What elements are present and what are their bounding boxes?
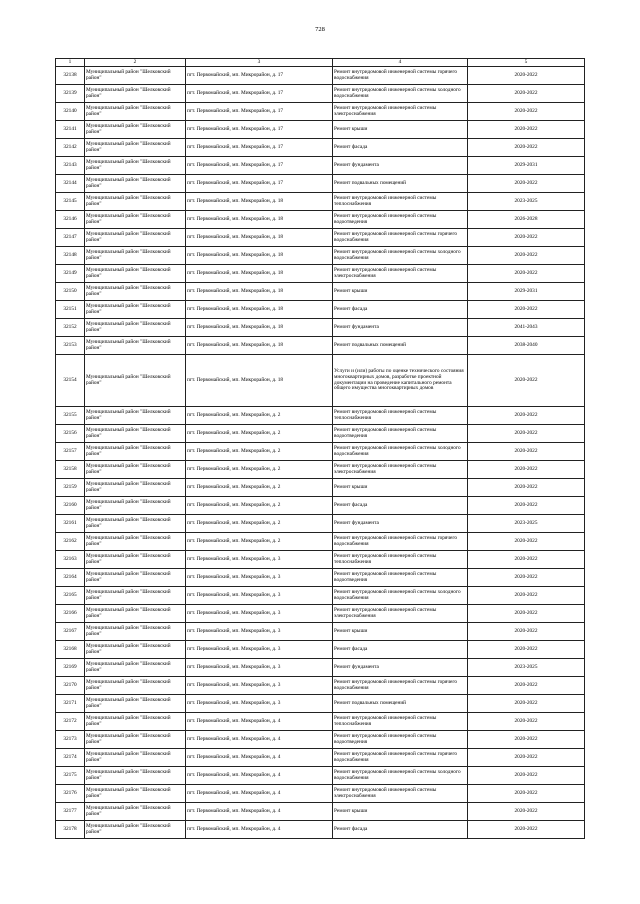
work-type-cell: Ремонт внутридомовой инженерной системы горячего водоснабжения — [333, 533, 468, 551]
work-type-cell: Ремонт внутридомовой инженерной системы горячего водоснабжения — [333, 229, 468, 247]
row-number-cell: 32141 — [56, 121, 85, 139]
district-cell: Муниципальный район "Шелковский район" — [85, 443, 186, 461]
period-cell: 2020-2022 — [468, 785, 585, 803]
district-cell: Муниципальный район "Шелковский район" — [85, 749, 186, 767]
work-type-cell: Ремонт подвальных помещений — [333, 175, 468, 193]
table-row — [56, 569, 585, 587]
period-cell: 2029-2031 — [468, 283, 585, 301]
row-number-cell: 32172 — [56, 713, 85, 731]
row-number-cell: 32173 — [56, 731, 85, 749]
column-header-4: 4 — [333, 59, 468, 67]
district-cell: Муниципальный район "Шелковский район" — [85, 623, 186, 641]
work-type-cell: Ремонт фасада — [333, 139, 468, 157]
district-cell: Муниципальный район "Шелковский район" — [85, 319, 186, 337]
district-cell: Муниципальный район "Шелковский район" — [85, 785, 186, 803]
district-cell: Муниципальный район "Шелковский район" — [85, 337, 186, 355]
address-cell: пгт. Первомайский, мп. Микрорайон, д. 17 — [186, 175, 333, 193]
period-cell: 2020-2022 — [468, 551, 585, 569]
work-type-cell: Ремонт крыши — [333, 803, 468, 821]
address-cell: пгт. Первомайский, мп. Микрорайон, д. 17 — [186, 103, 333, 121]
row-number-cell: 32161 — [56, 515, 85, 533]
work-type-cell: Ремонт внутридомовой инженерной системы электроснабжения — [333, 785, 468, 803]
column-number-header-row — [56, 59, 585, 67]
period-cell: 2020-2022 — [468, 713, 585, 731]
district-cell: Муниципальный район "Шелковский район" — [85, 569, 186, 587]
address-cell: пгт. Первомайский, мп. Микрорайон, д. 17 — [186, 157, 333, 175]
work-type-cell: Ремонт фасада — [333, 497, 468, 515]
table-row — [56, 767, 585, 785]
row-number-cell: 32151 — [56, 301, 85, 319]
period-cell: 2020-2022 — [468, 749, 585, 767]
address-cell: пгт. Первомайский, мп. Микрорайон, д. 18 — [186, 247, 333, 265]
work-type-cell: Ремонт внутридомовой инженерной системы электроснабжения — [333, 461, 468, 479]
address-cell: пгт. Первомайский, мп. Микрорайон, д. 18 — [186, 301, 333, 319]
period-cell: 2023-2025 — [468, 193, 585, 211]
row-number-cell: 32147 — [56, 229, 85, 247]
row-number-cell: 32139 — [56, 85, 85, 103]
period-cell: 2020-2022 — [468, 355, 585, 407]
address-cell: пгт. Первомайский, мп. Микрорайон, д. 3 — [186, 623, 333, 641]
address-cell: пгт. Первомайский, мп. Микрорайон, д. 4 — [186, 803, 333, 821]
row-number-cell: 32177 — [56, 803, 85, 821]
row-number-cell: 32143 — [56, 157, 85, 175]
period-cell: 2020-2022 — [468, 497, 585, 515]
row-number-cell: 32158 — [56, 461, 85, 479]
district-cell: Муниципальный район "Шелковский район" — [85, 229, 186, 247]
address-cell: пгт. Первомайский, мп. Микрорайон, д. 17 — [186, 121, 333, 139]
district-cell: Муниципальный район "Шелковский район" — [85, 425, 186, 443]
district-cell: Муниципальный район "Шелковский район" — [85, 605, 186, 623]
row-number-cell: 32174 — [56, 749, 85, 767]
row-number-cell: 32159 — [56, 479, 85, 497]
table-row — [56, 157, 585, 175]
row-number-cell: 32162 — [56, 533, 85, 551]
address-cell: пгт. Первомайский, мп. Микрорайон, д. 2 — [186, 407, 333, 425]
work-type-cell: Ремонт фасада — [333, 641, 468, 659]
period-cell: 2038-2040 — [468, 337, 585, 355]
address-cell: пгт. Первомайский, мп. Микрорайон, д. 18 — [186, 355, 333, 407]
row-number-cell: 32155 — [56, 407, 85, 425]
table-row — [56, 337, 585, 355]
address-cell: пгт. Первомайский, мп. Микрорайон, д. 2 — [186, 497, 333, 515]
district-cell: Муниципальный район "Шелковский район" — [85, 479, 186, 497]
row-number-cell: 32167 — [56, 623, 85, 641]
table-row — [56, 283, 585, 301]
column-header-5: 5 — [468, 59, 585, 67]
table-row — [56, 659, 585, 677]
address-cell: пгт. Первомайский, мп. Микрорайон, д. 4 — [186, 713, 333, 731]
table-row — [56, 497, 585, 515]
address-cell: пгт. Первомайский, мп. Микрорайон, д. 17 — [186, 67, 333, 85]
address-cell: пгт. Первомайский, мп. Микрорайон, д. 18 — [186, 211, 333, 229]
address-cell: пгт. Первомайский, мп. Микрорайон, д. 2 — [186, 515, 333, 533]
district-cell: Муниципальный район "Шелковский район" — [85, 103, 186, 121]
row-number-cell: 32140 — [56, 103, 85, 121]
period-cell: 2020-2022 — [468, 103, 585, 121]
row-number-cell: 32168 — [56, 641, 85, 659]
row-number-cell: 32160 — [56, 497, 85, 515]
row-number-cell: 32138 — [56, 67, 85, 85]
period-cell: 2020-2022 — [468, 121, 585, 139]
table-row — [56, 641, 585, 659]
address-cell: пгт. Первомайский, мп. Микрорайон, д. 17 — [186, 139, 333, 157]
address-cell: пгт. Первомайский, мп. Микрорайон, д. 3 — [186, 587, 333, 605]
table-row — [56, 713, 585, 731]
address-cell: пгт. Первомайский, мп. Микрорайон, д. 17 — [186, 85, 333, 103]
period-cell: 2020-2022 — [468, 265, 585, 283]
table-row — [56, 121, 585, 139]
table-row — [56, 425, 585, 443]
district-cell: Муниципальный район "Шелковский район" — [85, 157, 186, 175]
work-type-cell: Ремонт внутридомовой инженерной системы электроснабжения — [333, 605, 468, 623]
period-cell: 2020-2022 — [468, 139, 585, 157]
district-cell: Муниципальный район "Шелковский район" — [85, 211, 186, 229]
column-header-1: 1 — [56, 59, 85, 67]
address-cell: пгт. Первомайский, мп. Микрорайон, д. 18 — [186, 265, 333, 283]
district-cell: Муниципальный район "Шелковский район" — [85, 767, 186, 785]
address-cell: пгт. Первомайский, мп. Микрорайон, д. 3 — [186, 605, 333, 623]
address-cell: пгт. Первомайский, мп. Микрорайон, д. 18 — [186, 283, 333, 301]
work-type-cell: Ремонт внутридомовой инженерной системы холодного водоснабжения — [333, 247, 468, 265]
table-row — [56, 479, 585, 497]
district-cell: Муниципальный район "Шелковский район" — [85, 283, 186, 301]
work-type-cell: Ремонт фундамента — [333, 659, 468, 677]
work-type-cell: Ремонт внутридомовой инженерной системы горячего водоснабжения — [333, 677, 468, 695]
table-row — [56, 407, 585, 425]
address-cell: пгт. Первомайский, мп. Микрорайон, д. 2 — [186, 425, 333, 443]
row-number-cell: 32142 — [56, 139, 85, 157]
row-number-cell: 32175 — [56, 767, 85, 785]
district-cell: Муниципальный район "Шелковский район" — [85, 355, 186, 407]
table-row — [56, 229, 585, 247]
period-cell: 2020-2022 — [468, 85, 585, 103]
table-row — [56, 821, 585, 839]
period-cell: 2020-2022 — [468, 821, 585, 839]
table-body — [56, 67, 585, 839]
period-cell: 2020-2022 — [468, 67, 585, 85]
period-cell: 2041-2043 — [468, 319, 585, 337]
work-type-cell: Ремонт внутридомовой инженерной системы водоотведения — [333, 211, 468, 229]
district-cell: Муниципальный район "Шелковский район" — [85, 461, 186, 479]
period-cell: 2020-2022 — [468, 677, 585, 695]
district-cell: Муниципальный район "Шелковский район" — [85, 659, 186, 677]
work-type-cell: Ремонт крыши — [333, 121, 468, 139]
period-cell: 2020-2022 — [468, 587, 585, 605]
table-row — [56, 587, 585, 605]
table-row — [56, 247, 585, 265]
address-cell: пгт. Первомайский, мп. Микрорайон, д. 4 — [186, 785, 333, 803]
work-type-cell: Ремонт внутридомовой инженерной системы холодного водоснабжения — [333, 85, 468, 103]
period-cell: 2023-2025 — [468, 659, 585, 677]
district-cell: Муниципальный район "Шелковский район" — [85, 551, 186, 569]
work-type-cell: Ремонт внутридомовой инженерной системы водоотведения — [333, 731, 468, 749]
row-number-cell: 32165 — [56, 587, 85, 605]
row-number-cell: 32152 — [56, 319, 85, 337]
district-cell: Муниципальный район "Шелковский район" — [85, 85, 186, 103]
table-row — [56, 355, 585, 407]
table-row — [56, 551, 585, 569]
work-type-cell: Ремонт крыши — [333, 623, 468, 641]
period-cell: 2026-2028 — [468, 211, 585, 229]
address-cell: пгт. Первомайский, мп. Микрорайон, д. 18 — [186, 337, 333, 355]
work-type-cell: Ремонт внутридомовой инженерной системы горячего водоснабжения — [333, 67, 468, 85]
address-cell: пгт. Первомайский, мп. Микрорайон, д. 18 — [186, 193, 333, 211]
work-type-cell: Ремонт внутридомовой инженерной системы электроснабжения — [333, 103, 468, 121]
table-row — [56, 319, 585, 337]
row-number-cell: 32171 — [56, 695, 85, 713]
address-cell: пгт. Первомайский, мп. Микрорайон, д. 3 — [186, 551, 333, 569]
table-row — [56, 749, 585, 767]
row-number-cell: 32169 — [56, 659, 85, 677]
row-number-cell: 32144 — [56, 175, 85, 193]
address-cell: пгт. Первомайский, мп. Микрорайон, д. 3 — [186, 569, 333, 587]
row-number-cell: 32146 — [56, 211, 85, 229]
address-cell: пгт. Первомайский, мп. Микрорайон, д. 3 — [186, 641, 333, 659]
row-number-cell: 32166 — [56, 605, 85, 623]
district-cell: Муниципальный район "Шелковский район" — [85, 121, 186, 139]
work-type-cell: Ремонт внутридомовой инженерной системы водоотведения — [333, 425, 468, 443]
period-cell: 2020-2022 — [468, 443, 585, 461]
period-cell: 2020-2022 — [468, 425, 585, 443]
row-number-cell: 32164 — [56, 569, 85, 587]
table-row — [56, 677, 585, 695]
row-number-cell: 32176 — [56, 785, 85, 803]
column-header-2: 2 — [85, 59, 186, 67]
district-cell: Муниципальный район "Шелковский район" — [85, 265, 186, 283]
district-cell: Муниципальный район "Шелковский район" — [85, 247, 186, 265]
district-cell: Муниципальный район "Шелковский район" — [85, 497, 186, 515]
district-cell: Муниципальный район "Шелковский район" — [85, 193, 186, 211]
work-type-cell: Ремонт внутридомовой инженерной системы теплоснабжения — [333, 551, 468, 569]
work-type-cell: Ремонт внутридомовой инженерной системы теплоснабжения — [333, 713, 468, 731]
address-cell: пгт. Первомайский, мп. Микрорайон, д. 2 — [186, 533, 333, 551]
district-cell: Муниципальный район "Шелковский район" — [85, 175, 186, 193]
work-type-cell: Ремонт внутридомовой инженерной системы холодного водоснабжения — [333, 587, 468, 605]
period-cell: 2020-2022 — [468, 767, 585, 785]
row-number-cell: 32156 — [56, 425, 85, 443]
work-type-cell: Услуги и (или) работы по оценке технического состояния многоквартирных домов, разработке проектной документации на проведение капитального ремонта общего имущества многоквартирных домов — [333, 355, 468, 407]
table-row — [56, 139, 585, 157]
row-number-cell: 32149 — [56, 265, 85, 283]
table-row — [56, 193, 585, 211]
row-number-cell: 32145 — [56, 193, 85, 211]
work-type-cell: Ремонт фасада — [333, 301, 468, 319]
work-type-cell: Ремонт внутридомовой инженерной системы теплоснабжения — [333, 407, 468, 425]
work-type-cell: Ремонт фундамента — [333, 515, 468, 533]
repair-schedule-table — [55, 58, 585, 839]
table-row — [56, 211, 585, 229]
period-cell: 2020-2022 — [468, 301, 585, 319]
row-number-cell: 32153 — [56, 337, 85, 355]
period-cell: 2020-2022 — [468, 175, 585, 193]
table-row — [56, 533, 585, 551]
district-cell: Муниципальный район "Шелковский район" — [85, 803, 186, 821]
district-cell: Муниципальный район "Шелковский район" — [85, 301, 186, 319]
table-row — [56, 175, 585, 193]
district-cell: Муниципальный район "Шелковский район" — [85, 407, 186, 425]
district-cell: Муниципальный район "Шелковский район" — [85, 731, 186, 749]
table-row — [56, 461, 585, 479]
address-cell: пгт. Первомайский, мп. Микрорайон, д. 2 — [186, 443, 333, 461]
district-cell: Муниципальный район "Шелковский район" — [85, 587, 186, 605]
table-row — [56, 695, 585, 713]
district-cell: Муниципальный район "Шелковский район" — [85, 713, 186, 731]
table-row — [56, 301, 585, 319]
work-type-cell: Ремонт внутридомовой инженерной системы водоотведения — [333, 569, 468, 587]
address-cell: пгт. Первомайский, мп. Микрорайон, д. 3 — [186, 659, 333, 677]
period-cell: 2029-2031 — [468, 157, 585, 175]
period-cell: 2020-2022 — [468, 229, 585, 247]
table-row — [56, 785, 585, 803]
table-row — [56, 605, 585, 623]
table-row — [56, 85, 585, 103]
address-cell: пгт. Первомайский, мп. Микрорайон, д. 3 — [186, 677, 333, 695]
district-cell: Муниципальный район "Шелковский район" — [85, 515, 186, 533]
period-cell: 2020-2022 — [468, 533, 585, 551]
address-cell: пгт. Первомайский, мп. Микрорайон, д. 3 — [186, 695, 333, 713]
work-type-cell: Ремонт подвальных помещений — [333, 337, 468, 355]
row-number-cell: 32154 — [56, 355, 85, 407]
address-cell: пгт. Первомайский, мп. Микрорайон, д. 2 — [186, 479, 333, 497]
work-type-cell: Ремонт фундамента — [333, 319, 468, 337]
table-row — [56, 803, 585, 821]
row-number-cell: 32150 — [56, 283, 85, 301]
work-type-cell: Ремонт крыши — [333, 479, 468, 497]
table-row — [56, 265, 585, 283]
address-cell: пгт. Первомайский, мп. Микрорайон, д. 4 — [186, 749, 333, 767]
address-cell: пгт. Первомайский, мп. Микрорайон, д. 4 — [186, 731, 333, 749]
row-number-cell: 32148 — [56, 247, 85, 265]
row-number-cell: 32157 — [56, 443, 85, 461]
table-row — [56, 103, 585, 121]
table-row — [56, 443, 585, 461]
work-type-cell: Ремонт фундамента — [333, 157, 468, 175]
row-number-cell: 32170 — [56, 677, 85, 695]
period-cell: 2020-2022 — [468, 247, 585, 265]
table-row — [56, 67, 585, 85]
work-type-cell: Ремонт внутридомовой инженерной системы электроснабжения — [333, 265, 468, 283]
table-row — [56, 731, 585, 749]
address-cell: пгт. Первомайский, мп. Микрорайон, д. 18 — [186, 319, 333, 337]
period-cell: 2020-2022 — [468, 695, 585, 713]
column-header-3: 3 — [186, 59, 333, 67]
period-cell: 2020-2022 — [468, 407, 585, 425]
period-cell: 2020-2022 — [468, 623, 585, 641]
work-type-cell: Ремонт внутридомовой инженерной системы теплоснабжения — [333, 193, 468, 211]
period-cell: 2023-2025 — [468, 515, 585, 533]
row-number-cell: 32178 — [56, 821, 85, 839]
table-row — [56, 515, 585, 533]
table-row — [56, 623, 585, 641]
address-cell: пгт. Первомайский, мп. Микрорайон, д. 4 — [186, 821, 333, 839]
row-number-cell: 32163 — [56, 551, 85, 569]
page-number: 728 — [315, 26, 325, 33]
work-type-cell: Ремонт внутридомовой инженерной системы горячего водоснабжения — [333, 749, 468, 767]
district-cell: Муниципальный район "Шелковский район" — [85, 139, 186, 157]
work-type-cell: Ремонт подвальных помещений — [333, 695, 468, 713]
district-cell: Муниципальный район "Шелковский район" — [85, 695, 186, 713]
district-cell: Муниципальный район "Шелковский район" — [85, 821, 186, 839]
work-type-cell: Ремонт внутридомовой инженерной системы холодного водоснабжения — [333, 767, 468, 785]
period-cell: 2020-2022 — [468, 605, 585, 623]
district-cell: Муниципальный район "Шелковский район" — [85, 677, 186, 695]
work-type-cell: Ремонт фасада — [333, 821, 468, 839]
district-cell: Муниципальный район "Шелковский район" — [85, 641, 186, 659]
district-cell: Муниципальный район "Шелковский район" — [85, 533, 186, 551]
address-cell: пгт. Первомайский, мп. Микрорайон, д. 2 — [186, 461, 333, 479]
district-cell: Муниципальный район "Шелковский район" — [85, 67, 186, 85]
period-cell: 2020-2022 — [468, 641, 585, 659]
work-type-cell: Ремонт внутридомовой инженерной системы холодного водоснабжения — [333, 443, 468, 461]
period-cell: 2020-2022 — [468, 479, 585, 497]
address-cell: пгт. Первомайский, мп. Микрорайон, д. 4 — [186, 767, 333, 785]
period-cell: 2020-2022 — [468, 803, 585, 821]
period-cell: 2020-2022 — [468, 461, 585, 479]
period-cell: 2020-2022 — [468, 569, 585, 587]
address-cell: пгт. Первомайский, мп. Микрорайон, д. 18 — [186, 229, 333, 247]
work-type-cell: Ремонт крыши — [333, 283, 468, 301]
period-cell: 2020-2022 — [468, 731, 585, 749]
